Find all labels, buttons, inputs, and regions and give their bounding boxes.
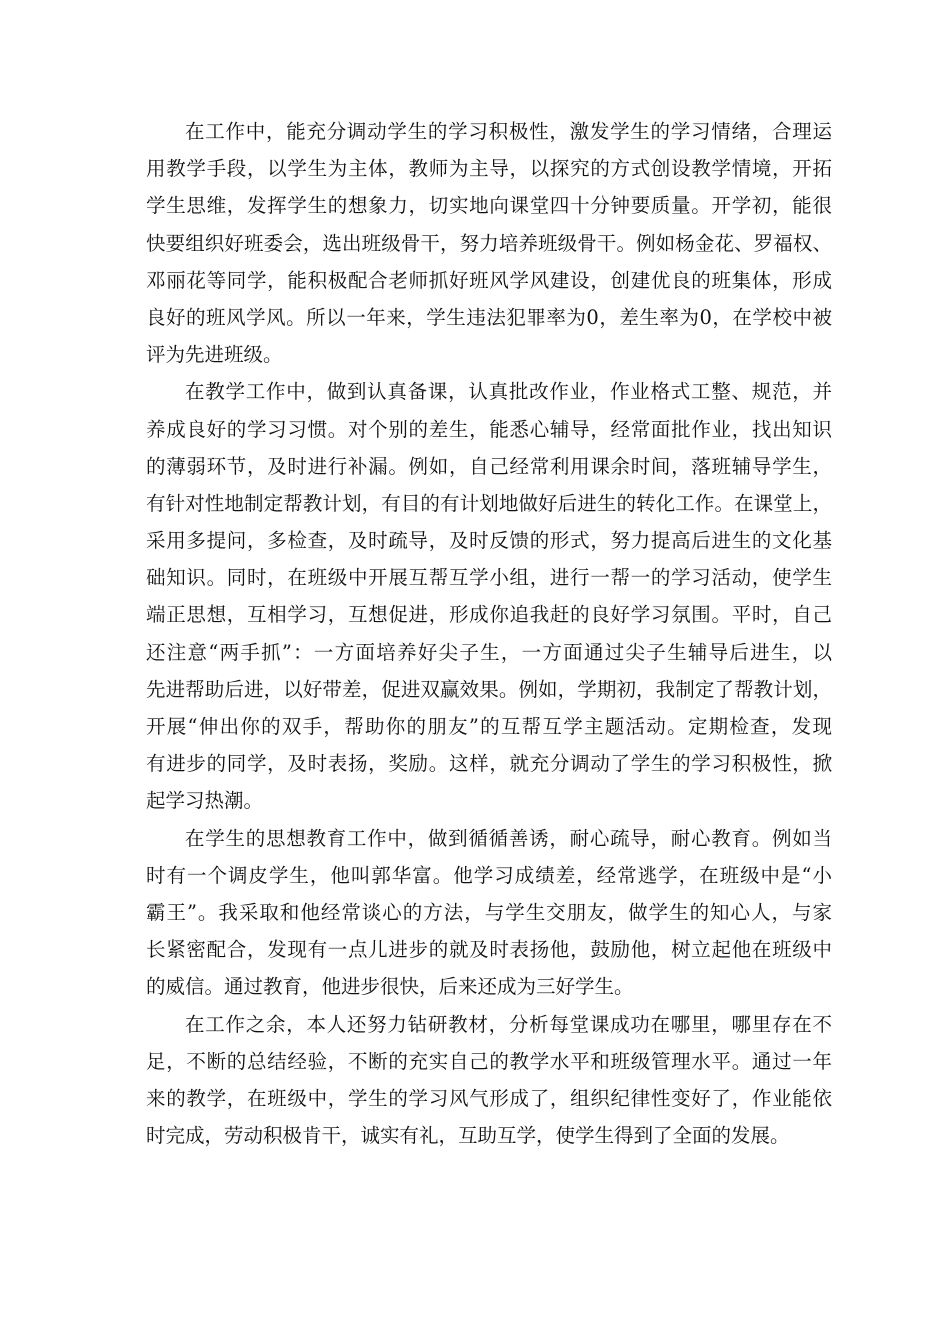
- text-line: 开展“伸出你的双手，帮助你的朋友”的互帮互学主题活动。定期检查，发现: [146, 715, 832, 738]
- text-line: 起学习热潮。: [146, 789, 264, 813]
- text-line: 养成良好的学习习惯。对个别的差生，能悉心辅导，经常面批作业，找出知识: [146, 417, 832, 441]
- text-line: 先进帮助后进，以好带差，促进双赢效果。例如，学期初，我制定了帮教计划，: [146, 677, 832, 701]
- text-line: 础知识。同时，在班级中开展互帮互学小组，进行一帮一的学习活动，使学生: [146, 566, 832, 590]
- text-line: 评为先进班级。: [146, 343, 283, 367]
- paragraph-1: [146, 113, 832, 373]
- text-line: 的威信。通过教育，他进步很快，后来还成为三好学生。: [146, 975, 634, 999]
- paragraph-2: [146, 373, 832, 819]
- text-line: 有针对性地制定帮教计划，有目的有计划地做好后进生的转化工作。在课堂上，: [146, 491, 832, 515]
- paragraph-4: [146, 1006, 832, 1155]
- text-line: 时有一个调皮学生，他叫郭华富。他学习成绩差，经常逃学，在班级中是“小: [146, 863, 832, 887]
- text-line: 良好的班风学风。所以一年来，学生违法犯罪率为0，差生率为0，在学校中被: [146, 305, 832, 329]
- text-line: 长紧密配合，发现有一点儿进步的就及时表扬他，鼓励他，树立起他在班级中: [146, 938, 832, 962]
- text-line: 足，不断的总结经验，不断的充实自己的教学水平和班级管理水平。通过一年: [146, 1049, 832, 1073]
- text-line: 在工作之余，本人还努力钻研教材，分析每堂课成功在哪里，哪里存在不: [185, 1012, 832, 1036]
- text-line: 在教学工作中，做到认真备课，认真批改作业，作业格式工整、规范，并: [185, 380, 832, 404]
- text-line: 霸王”。我采取和他经常谈心的方法，与学生交朋友，做学生的知心人，与家: [146, 900, 832, 924]
- text-line: 用教学手段，以学生为主体，教师为主导，以探究的方式创设教学情境，开拓: [146, 157, 832, 181]
- text-line: 还注意“两手抓”：一方面培养好尖子生，一方面通过尖子生辅导后进生，以: [146, 640, 832, 664]
- text-line: 来的教学，在班级中，学生的学习风气形成了，组织纪律性变好了，作业能依: [146, 1086, 832, 1110]
- text-line: 采用多提问，多检查，及时疏导，及时反馈的形式，努力提高后进生的文化基: [146, 529, 832, 553]
- text-line: 快要组织好班委会，选出班级骨干，努力培养班级骨干。例如杨金花、罗福权、: [146, 231, 832, 255]
- text-line: 时完成，劳动积极肯干，诚实有礼，互助互学，使学生得到了全面的发展。: [146, 1124, 790, 1148]
- text-line: 邓丽花等同学，能积极配合老师抓好班风学风建设，创建优良的班集体，形成: [146, 268, 832, 292]
- text-line: 有进步的同学，及时表扬，奖励。这样，就充分调动了学生的学习积极性，掀: [146, 752, 832, 776]
- document-body: [146, 113, 832, 1154]
- text-line: 在学生的思想教育工作中，做到循循善诱，耐心疏导，耐心教育。例如当: [185, 826, 832, 850]
- paragraph-3: [146, 820, 832, 1006]
- text-line: 在工作中，能充分调动学生的学习积极性，激发学生的学习情绪，合理运: [185, 120, 832, 143]
- text-line: 端正思想，互相学习，互想促进，形成你追我赶的良好学习氛围。平时，自己: [146, 603, 832, 627]
- text-line: 的薄弱环节，及时进行补漏。例如，自己经常利用课余时间，落班辅导学生，: [146, 454, 832, 478]
- text-line: 学生思维，发挥学生的想象力，切实地向课堂四十分钟要质量。开学初，能很: [146, 194, 832, 218]
